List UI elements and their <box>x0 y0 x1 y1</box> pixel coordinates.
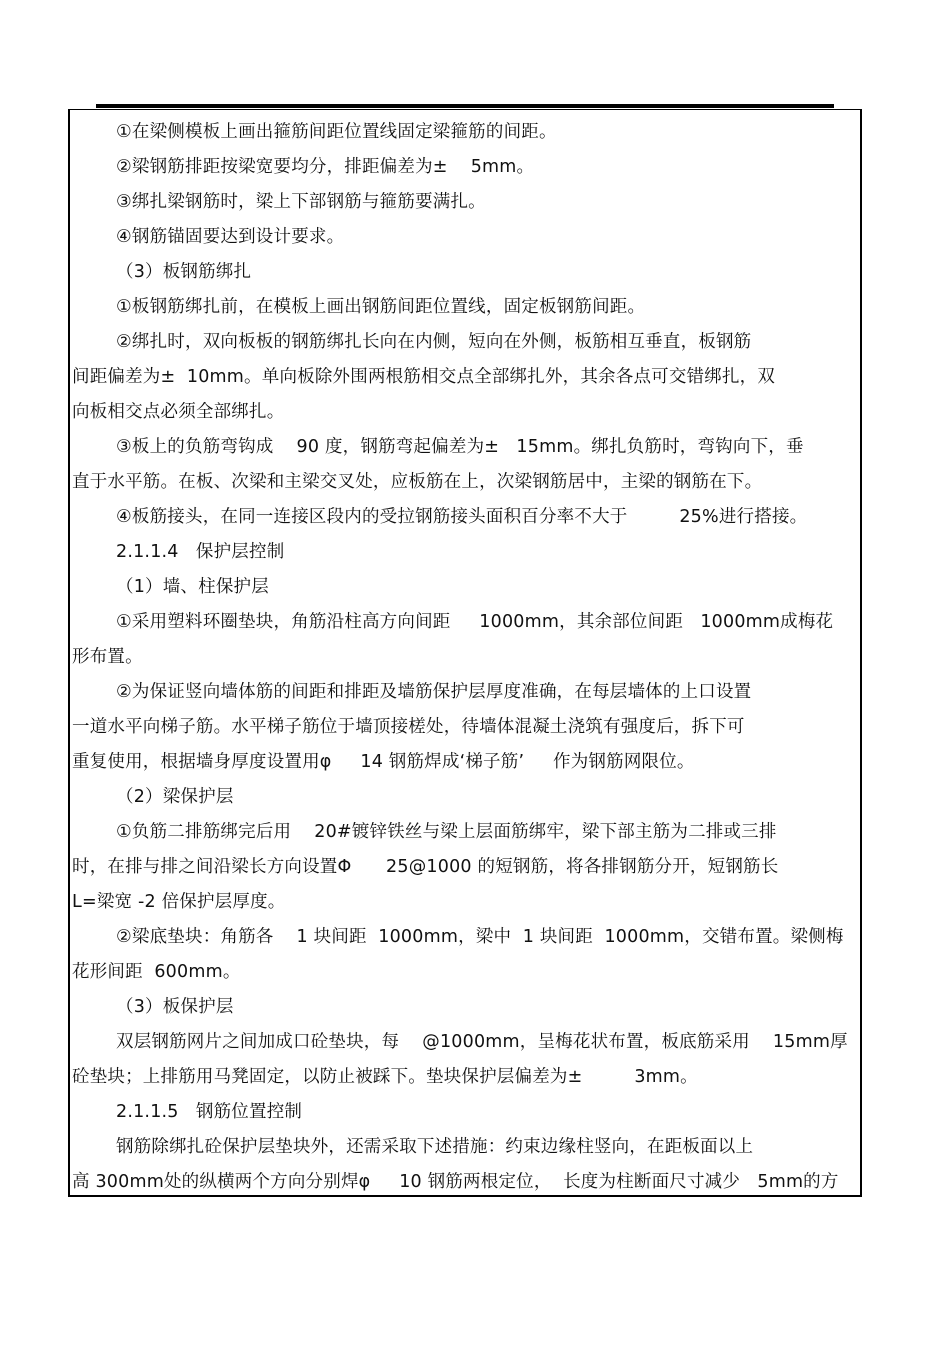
text-line: ②绑扎时，双向板板的钢筋绑扎长向在内侧，短向在外侧，板筋相互垂直，板钢筋 <box>116 332 752 352</box>
subsection-heading: （1）墙、柱保护层 <box>116 577 269 597</box>
text-line: 钢筋除绑扎砼保护层垫块外，还需采取下述措施：约束边缘柱竖向，在距板面以上 <box>116 1137 754 1157</box>
text-line: ①负筋二排筋绑完后用 20#镀锌铁丝与梁上层面筋绑牢，梁下部主筋为二排或三排 <box>116 822 777 842</box>
text-line: 双层钢筋网片之间加成口砼垫块，每 @1000mm，呈梅花状布置，板底筋采用 15mm厚 <box>116 1032 848 1052</box>
text-line: 一道水平向梯子筋。水平梯子筋位于墙顶接槎处，待墙体混凝土浇筑有强度后，拆下可 <box>72 717 745 737</box>
text-line: L=梁宽 -2 倍保护层厚度。 <box>72 892 286 912</box>
text-line: 高 300mm处的纵横两个方向分别焊φ 10 钢筋两根定位， 长度为柱断面尺寸减少 5mm的方 <box>72 1172 839 1192</box>
text-line: 形布置。 <box>72 647 143 667</box>
text-line: ②梁钢筋排距按梁宽要均分，排距偏差为± 5mm。 <box>116 157 535 177</box>
section-heading: 2.1.1.4 保护层控制 <box>116 542 285 562</box>
text-line: ④板筋接头，在同一连接区段内的受拉钢筋接头面积百分率不大于 25%进行搭接。 <box>116 507 808 527</box>
text-line: ①采用塑料环圈垫块，角筋沿柱高方向间距 1000mm，其余部位间距 1000mm成梅花 <box>116 612 834 632</box>
text-line: ①在梁侧模板上画出箍筋间距位置线固定梁箍筋的间距。 <box>116 122 557 142</box>
text-line: ③绑扎梁钢筋时，梁上下部钢筋与箍筋要满扎。 <box>116 192 486 212</box>
text-line: 直于水平筋。在板、次梁和主梁交叉处，应板筋在上，次梁钢筋居中，主梁的钢筋在下。 <box>72 472 763 492</box>
text-line: 间距偏差为± 10mm。单向板除外围两根筋相交点全部绑扎外，其余各点可交错绑扎，双 <box>72 367 776 387</box>
text-line: 重复使用，根据墙身厚度设置用φ 14 钢筋焊成‘梯子筋’ 作为钢筋网限位。 <box>72 752 695 772</box>
top-rule <box>96 104 834 108</box>
text-line: ④钢筋锚固要达到设计要求。 <box>116 227 345 247</box>
text-line: 花形间距 600mm。 <box>72 962 241 982</box>
subsection-heading: （3）板保护层 <box>116 997 234 1017</box>
subsection-heading: （2）梁保护层 <box>116 787 234 807</box>
section-heading: 2.1.1.5 钢筋位置控制 <box>116 1102 303 1122</box>
subsection-heading: （3）板钢筋绑扎 <box>116 262 252 282</box>
text-line: ②梁底垫块：角筋各 1 块间距 1000mm，梁中 1 块间距 1000mm，交错布置。梁侧梅 <box>116 927 844 947</box>
text-line: ①板钢筋绑扎前，在模板上画出钢筋间距位置线，固定板钢筋间距。 <box>116 297 646 317</box>
text-line: 时，在排与排之间沿梁长方向设置Φ 25@1000 的短钢筋，将各排钢筋分开，短钢筋长 <box>72 857 779 877</box>
text-line: ③板上的负筋弯钩成 90 度，钢筋弯起偏差为± 15mm。绑扎负筋时，弯钩向下，垂 <box>116 437 804 457</box>
text-line: 砼垫块；上排筋用马凳固定，以防止被踩下。垫块保护层偏差为± 3mm。 <box>72 1067 698 1087</box>
text-line: 向板相交点必须全部绑扎。 <box>72 402 285 422</box>
text-line: ②为保证竖向墙体筋的间距和排距及墙筋保护层厚度准确，在每层墙体的上口设置 <box>116 682 752 702</box>
